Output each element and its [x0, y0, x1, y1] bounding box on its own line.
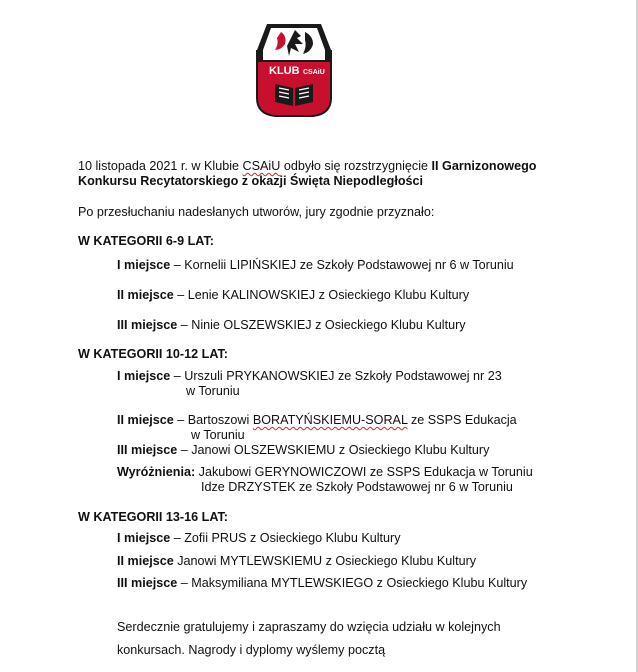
- closing-line-1: Serdecznie gratulujemy i zapraszamy do wzięcia udziału w kolejnych: [117, 620, 501, 634]
- flagged-surname: BORATYŃSKIEMU-SORAL: [252, 413, 408, 427]
- event-name-part-1: II Garnizonowego: [431, 159, 537, 173]
- intro-club-name: CSAiU: [242, 159, 281, 173]
- logo-text-main: KLUB: [269, 65, 300, 77]
- award-row: III miejsce – Maksymiliana MYTLEWSKIEGO z Osieckiego Klubu Kultury: [117, 576, 528, 590]
- award-row-continuation: w Toruniu: [186, 384, 240, 398]
- logo-text-sub: CSAiU: [303, 69, 325, 76]
- category-heading-10-12: W KATEGORII 10-12 LAT:: [78, 347, 228, 361]
- intro-text-1: 10 listopada 2021 r. w Klubie: [78, 159, 243, 173]
- intro-text-2: odbyło się rozstrzygnięcie: [280, 159, 432, 173]
- intro-line-1: [78, 159, 536, 173]
- event-name-part-2: Konkursu Recytatorskiego z okazji Święta Niepodległości: [78, 174, 424, 188]
- category-heading-13-16: W KATEGORII 13-16 LAT:: [78, 510, 228, 524]
- award-row-continuation: Idze DRZYSTEK ze Szkoły Podstawowej nr 6 w Toruniu: [201, 480, 513, 494]
- award-row: Wyróżnienia: Jakubowi GERYNOWICZOWI ze SSPS Edukacja w Toruniu: [117, 465, 533, 479]
- award-row: II miejsce – Bartoszowi BORATYŃSKIEMU-SORAL ze SSPS Edukacja: [117, 413, 517, 427]
- jury-line: Po przesłuchaniu nadesłanych utworów, jury zgodnie przyznało:: [78, 205, 435, 219]
- intro-line-2: [78, 174, 423, 188]
- award-row: II miejsce Janowi MYTLEWSKIEMU z Osieckiego Klubu Kultury: [117, 554, 477, 568]
- category-heading-6-9: W KATEGORII 6-9 LAT:: [78, 234, 214, 248]
- award-row: II miejsce – Lenie KALINOWSKIEJ z Osieckiego Klubu Kultury: [117, 288, 470, 302]
- award-row: I miejsce – Zofii PRUS z Osieckiego Klubu Kultury: [117, 531, 401, 545]
- closing-line-2: konkursach. Nagrody i dyplomy wyślemy pocztą: [117, 643, 386, 657]
- award-row: III miejsce – Ninie OLSZEWSKIEJ z Osieckiego Klubu Kultury: [117, 318, 466, 332]
- award-row-continuation: w Toruniu: [191, 428, 245, 442]
- award-row: I miejsce – Kornelii LIPIŃSKIEJ ze Szkoły Podstawowej nr 6 w Toruniu: [117, 258, 514, 272]
- klub-csaiu-logo-icon: [251, 14, 337, 120]
- award-row: III miejsce – Janowi OLSZEWSKIEMU z Osieckiego Klubu Kultury: [117, 443, 490, 457]
- award-row: I miejsce – Urszuli PRYKANOWSKIEJ ze Szkoły Podstawowej nr 23: [117, 369, 502, 383]
